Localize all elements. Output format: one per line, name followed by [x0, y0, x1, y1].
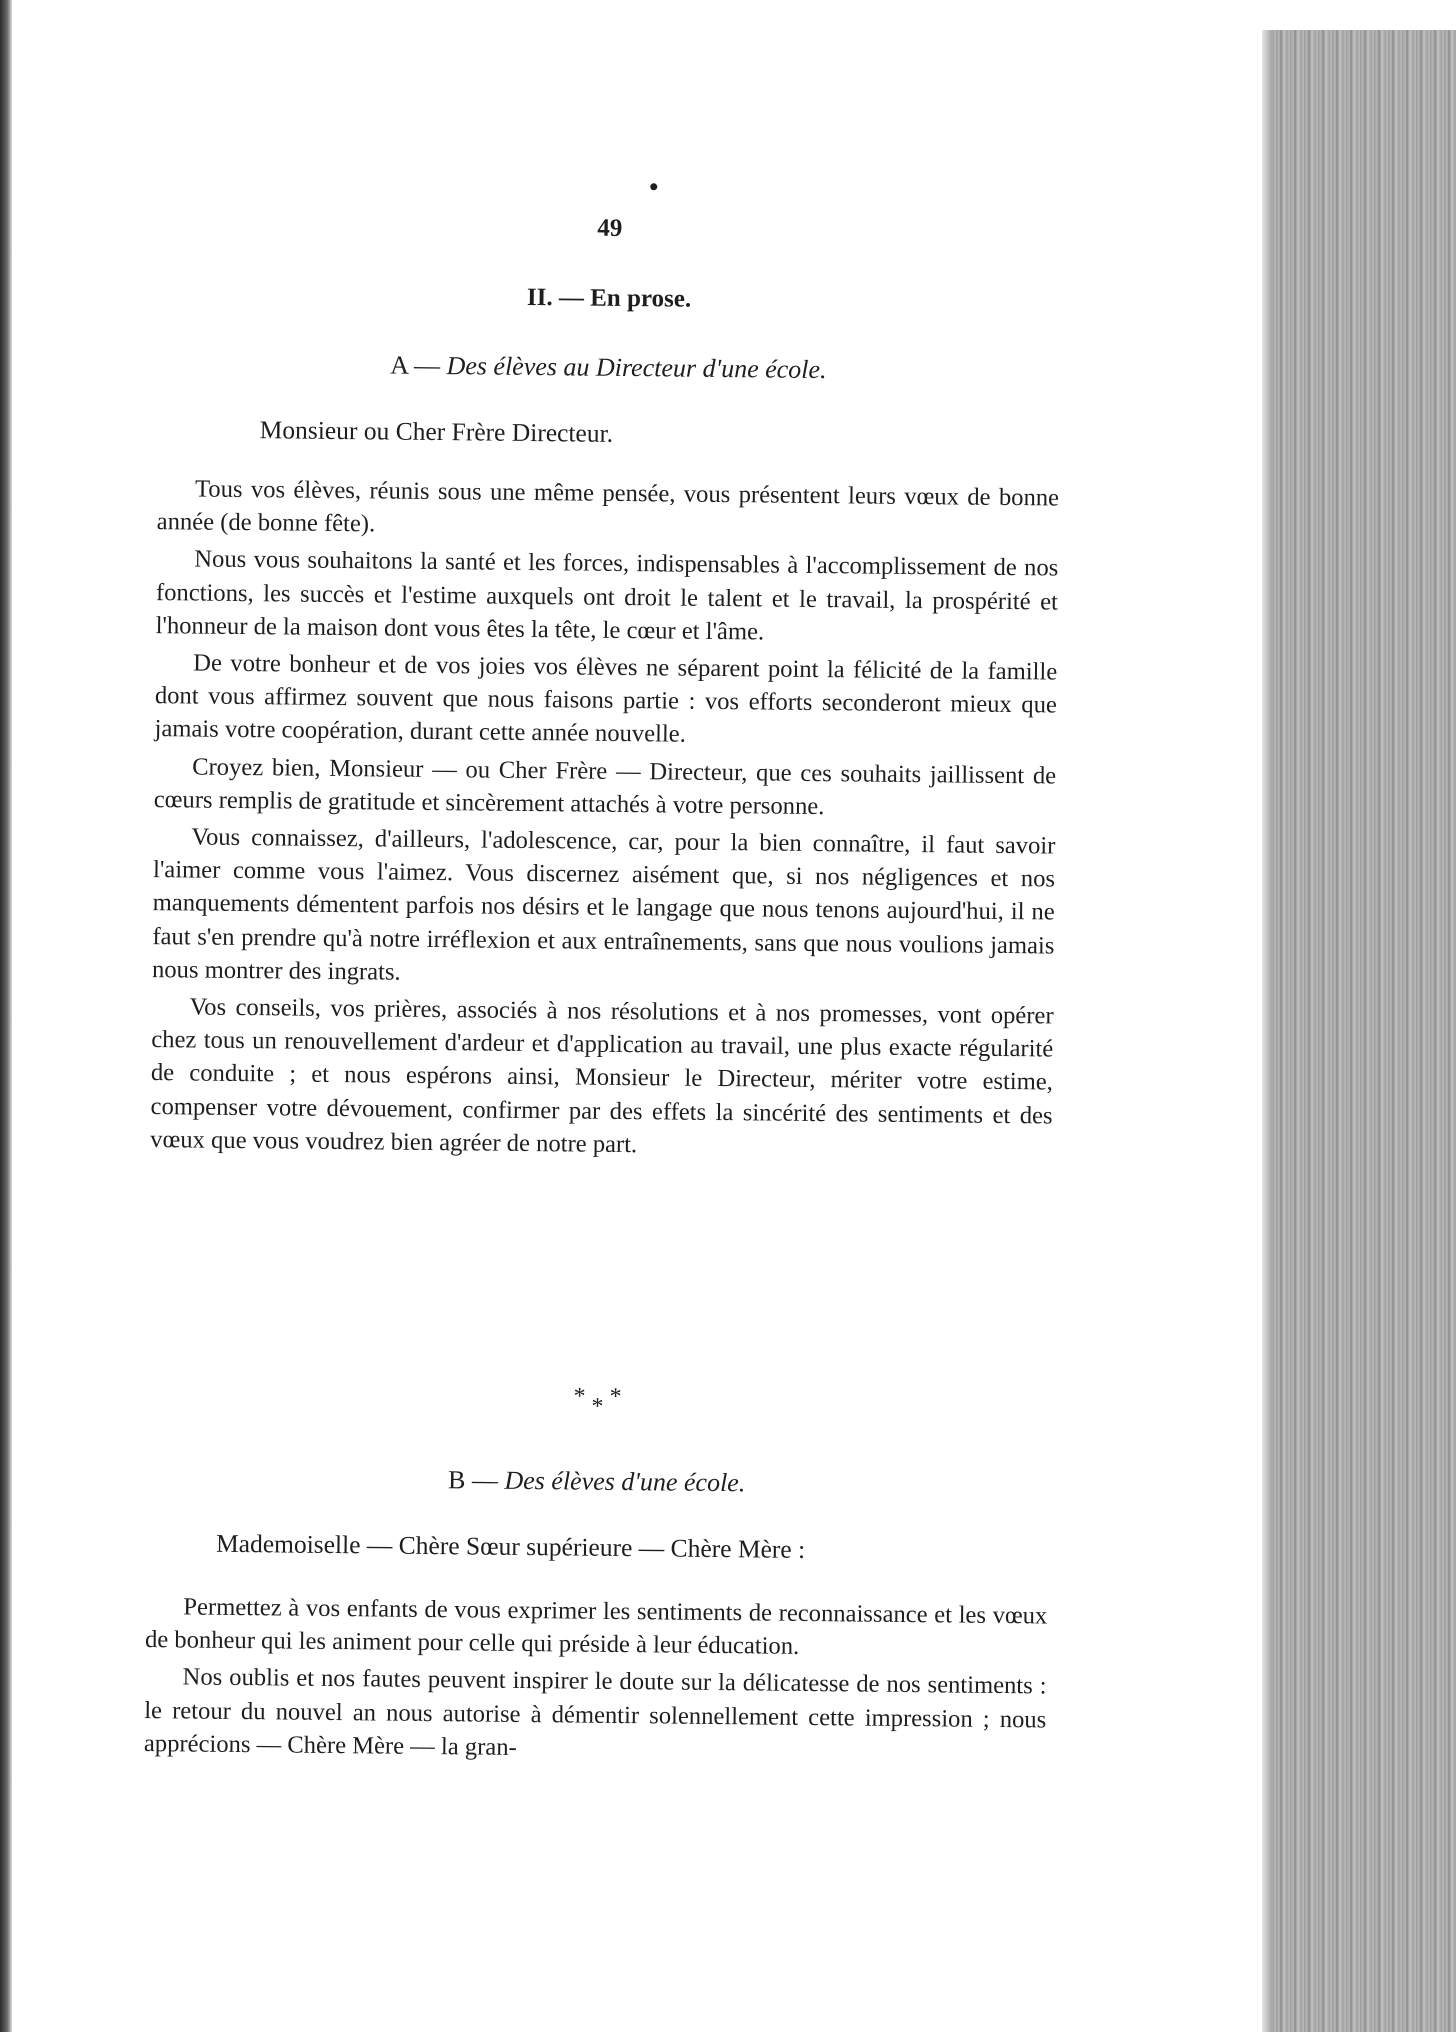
- paragraph: Vous connaissez, d'ailleurs, l'adolescence, car, pour la bien connaître, il faut savoir l'aimer comme vous l'aimez. Vous discernez aisément que, si nos négligences et nos manquements démentent parfois nos désirs et le langage que nous tenons aujourd'hui, il ne faut s'en prendre qu'à notre irréflexion et aux entraînements, sans que nous voulions jamais nous montrer des ingrats.: [151, 823, 1056, 986]
- part-a-title: Des élèves au Directeur d'une école.: [446, 351, 827, 385]
- book-gutter-edge: [0, 0, 12, 2032]
- star-mark: *: [591, 1393, 604, 1420]
- paragraph: Permettez à vos enfants de vous exprimer les sentiments de reconnaissance et les vœux de bonheur qui les animent pour celle qui préside à leur éducation.: [144, 1593, 1048, 1661]
- paragraph: Nos oublis et nos fautes peuvent inspirer le doute sur la délicatesse de nos sentiments : le retour du nouvel an nous autorise à démentir solennellement cette impression ; nous apprécions — Chère Mère — la gran-: [143, 1663, 1047, 1761]
- scanned-page: [133, 210, 1070, 1860]
- paragraph: Croyez bien, Monsieur — ou Cher Frère — Directeur, que ces souhaits jaillissent de cœurs remplis de gratitude et sincèrement attachés à votre personne.: [153, 753, 1057, 820]
- part-b-title: Des élèves d'une école.: [504, 1465, 746, 1498]
- asterism-separator: [137, 1380, 1057, 1420]
- paragraph: De votre bonheur et de vos joies vos élèves ne séparent point la félicité de la famille dont vous affirmez souvent que nous faisons partie : vos efforts seconderont mieux que jamais votre coopération, durant cette année nouvelle.: [154, 649, 1058, 749]
- page-number: 49: [597, 214, 623, 242]
- part-b-heading: [137, 1462, 1057, 1502]
- ink-dot: [650, 183, 657, 190]
- star-mark: *: [609, 1383, 622, 1411]
- section-heading: II. — En prose.: [526, 283, 692, 313]
- part-b-lead: B —: [447, 1465, 505, 1495]
- part-a-salutation: Monsieur ou Cher Frère Directeur.: [259, 415, 614, 448]
- part-a-heading: [148, 348, 1068, 388]
- paragraph: Vos conseils, vos prières, associés à nos résolutions et à nos promesses, vont opérer chez tous un renouvellement d'ardeur et d'application au travail, une plus exacte régularité de conduite ; et nous espérons ainsi, Monsieur le Directeur, mériter votre estime, compenser votre dévouement, confirmer par des effets la sincérité des sentiments et des vœux que vous voudrez bien agréer de notre part.: [150, 993, 1054, 1159]
- book-page-edges: [1262, 30, 1456, 2032]
- part-b-body: [144, 1590, 1048, 1773]
- part-b-salutation: Mademoiselle — Chère Sœur supérieure — Chère Mère :: [215, 1528, 806, 1564]
- paragraph: Nous vous souhaitons la santé et les forces, indispensables à l'accomplissement de nos fonctions, les succès et l'estime auxquels ont droit le talent et le travail, la prospérité et l'honneur de la maison dont vous êtes la tête, le cœur et l'âme.: [155, 545, 1059, 646]
- paragraph: Tous vos élèves, réunis sous une même pensée, vous présentent leurs vœux de bonne année (de bonne fête).: [156, 475, 1060, 538]
- part-a-body: [150, 472, 1059, 1169]
- star-mark: *: [573, 1383, 586, 1410]
- page-top-margin: [1262, 0, 1456, 30]
- part-a-lead: A —: [390, 350, 447, 381]
